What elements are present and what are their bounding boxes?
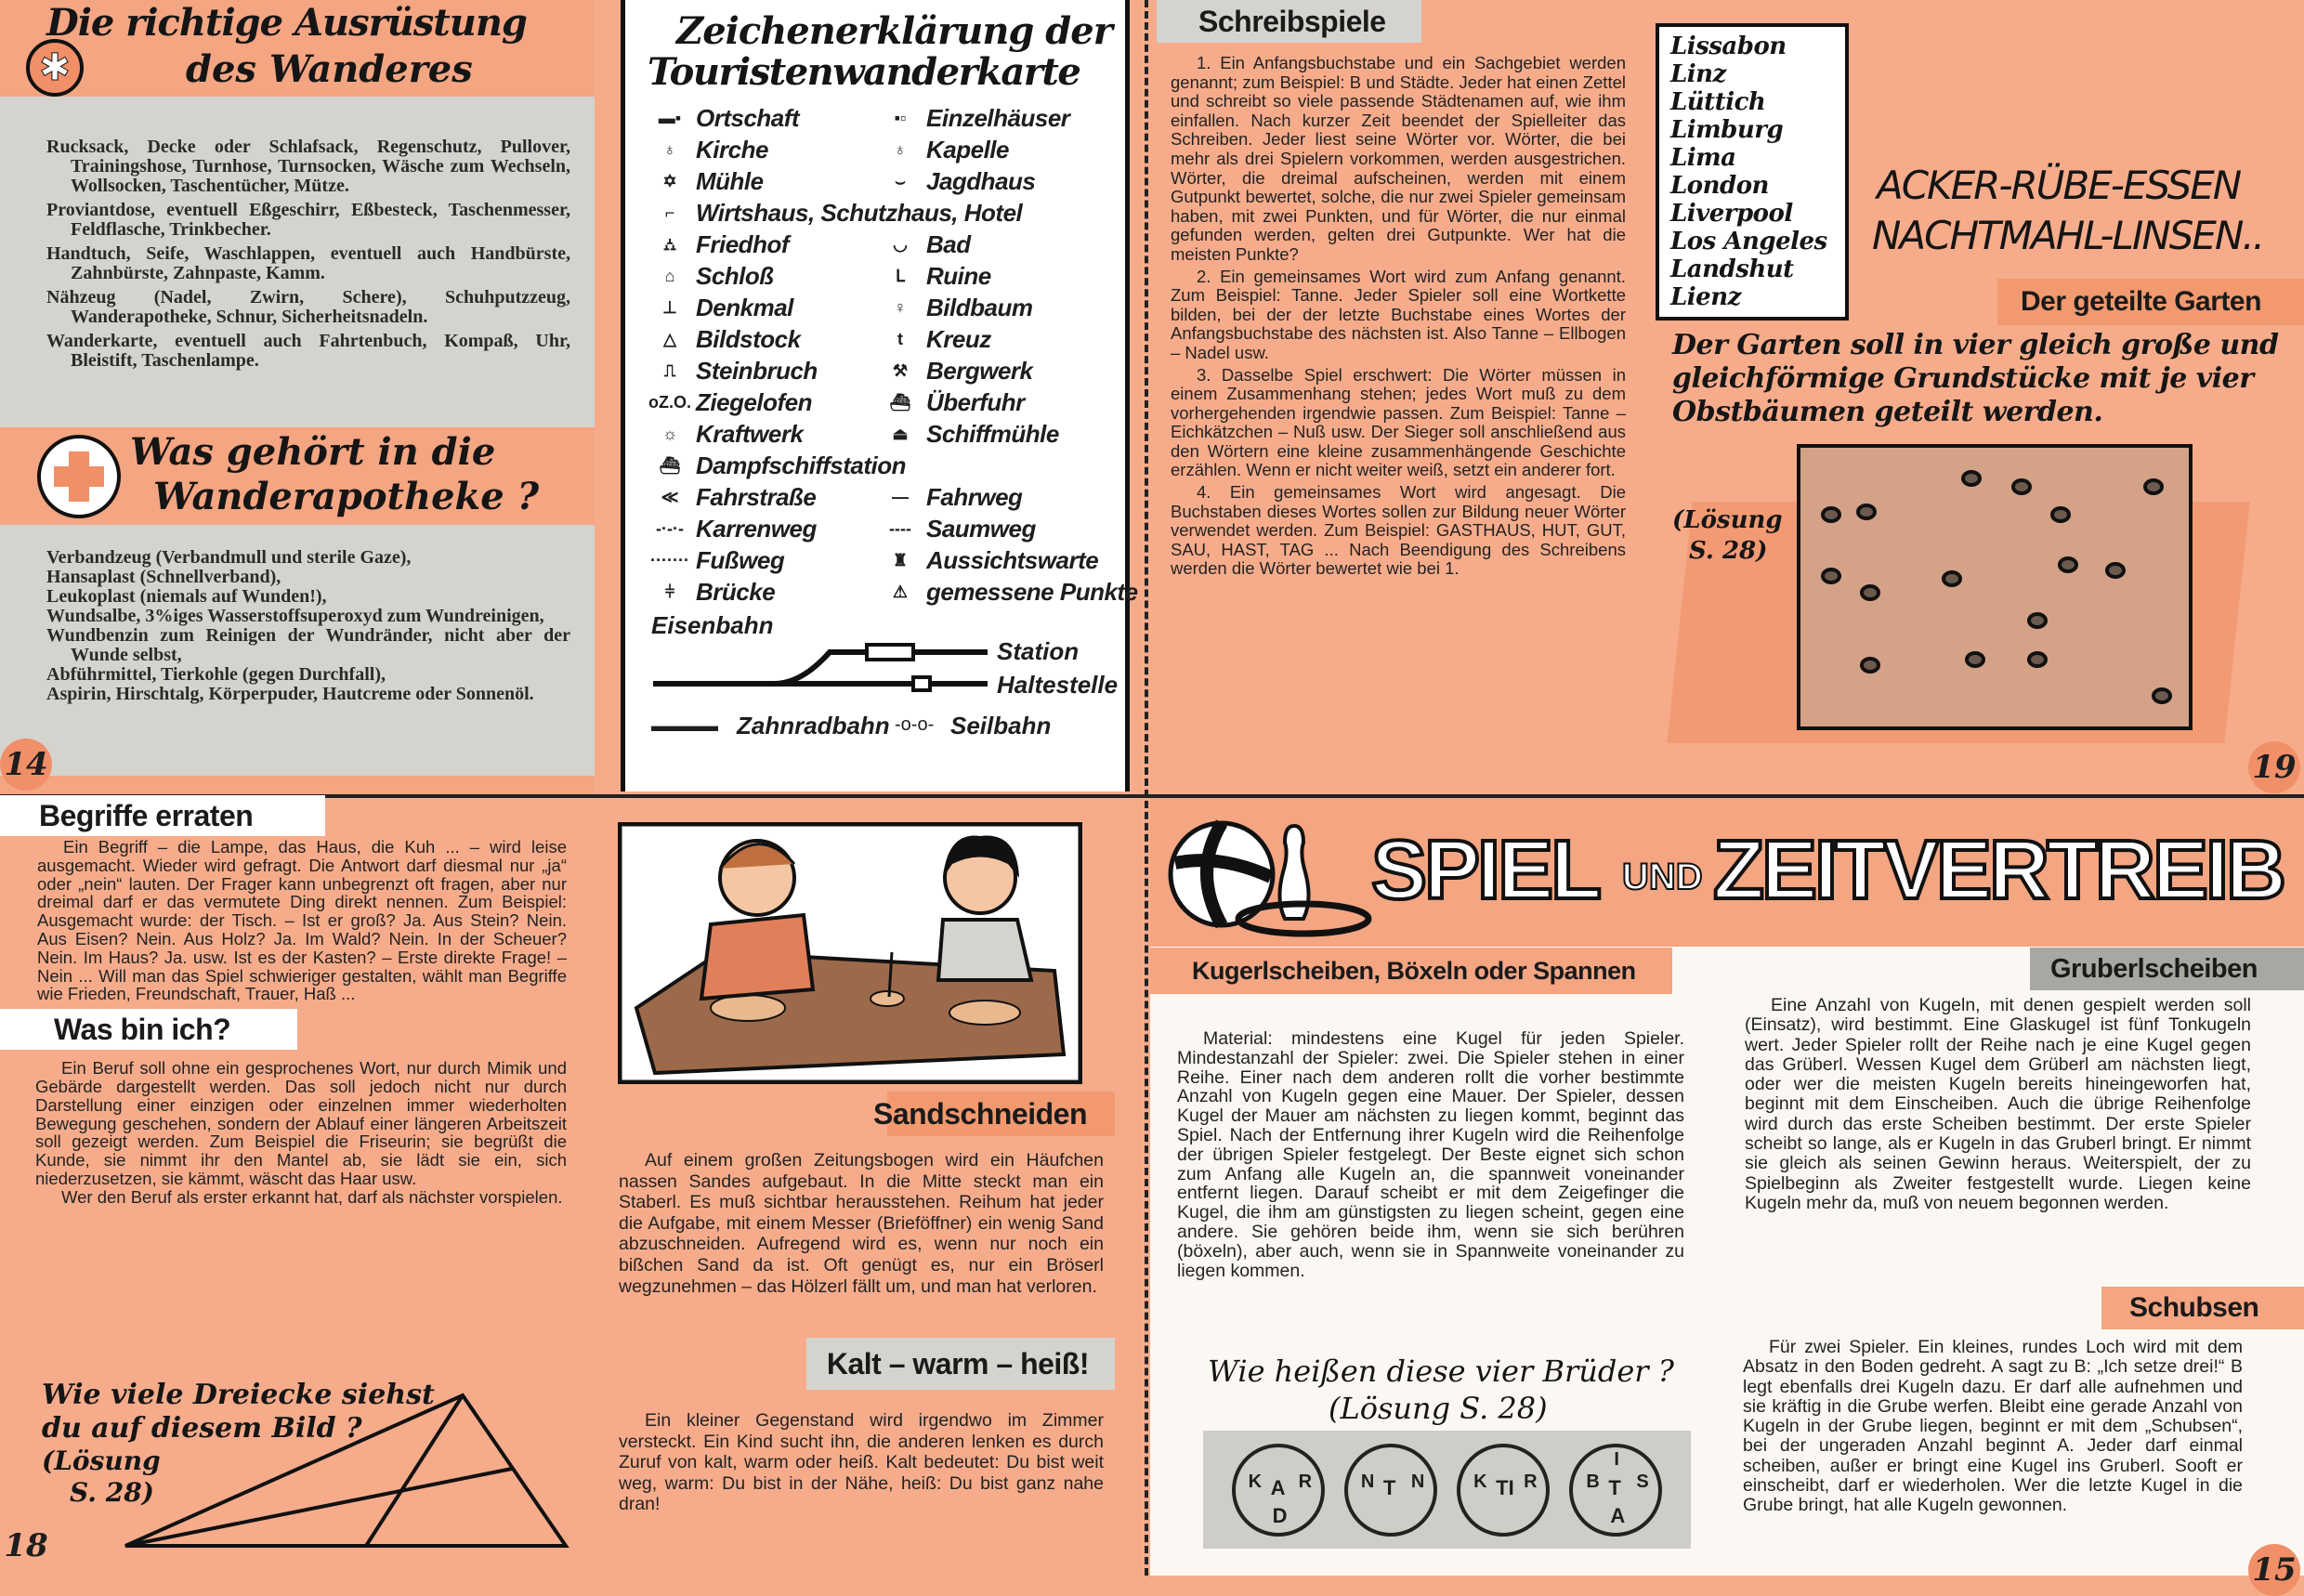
triangle-crossline	[125, 1469, 512, 1546]
legend-label: Fußweg	[696, 546, 785, 574]
city-item: Limburg	[1670, 116, 1784, 144]
legend-symbol-icon: ⊥	[662, 298, 677, 317]
legend-symbol-icon: ◡	[893, 235, 908, 254]
stop-icon	[913, 677, 930, 690]
legend-row	[644, 576, 1138, 608]
legend-symbol-icon: ᒪ	[895, 267, 906, 285]
word-chain-line2: NACHTMAHL-LINSEN..	[1872, 213, 2264, 258]
legend-symbol-icon: ⌂	[664, 267, 675, 285]
first-aid-item: Verbandzeug (Verbandmull und sterile Gaze),	[46, 547, 412, 568]
legend-label: Steinbruch	[696, 357, 818, 385]
equipment-item: Wanderkarte, eventuell auch Fahrtenbuch, Kompaß, Uhr, Bleistift, Taschenlampe.	[46, 331, 570, 371]
station-icon	[867, 645, 913, 660]
pit-title-text: Gruberlscheiben	[2050, 953, 2258, 984]
push-title	[2101, 1287, 2304, 1329]
legend-row	[644, 229, 1125, 260]
legend-symbol-icon: t	[897, 330, 903, 348]
triangle-question-line1: Wie viele Dreiecke siehst	[42, 1379, 435, 1411]
equipment-header	[0, 0, 595, 97]
legend-row	[644, 165, 1125, 197]
legend-label: Ruine	[926, 262, 991, 290]
legend-symbol-icon: ✡	[662, 172, 677, 190]
legend-label: Fahrstraße	[696, 483, 817, 511]
ball-pin-ring-icon	[1164, 817, 1378, 937]
legend-label: Dampfschiffstation	[696, 451, 906, 479]
guess-paragraph: Ein Begriff – die Lampe, das Haus, die Kuh ... – wird leise ausgemacht. Wieder wird gefragt. Die Antwort darf diesmal nur „ja“ oder „nein“ lauten. Der Frager kann unbegrenzt oft fragen, aber nur dreimal darf er das vermutete Ding direkt nennen. Zum Beispiel: Ausgemacht wurde: der Tisch. – Ist er groß? Ja. Aus Stein? Nein. Aus Eisen? Nein. Aus Holz? Ja. Im Wald? Nein. In der Scheuer? Nein. Im Haus? Ja. usw. Ist es der Kasten? – Erste direkte Frage! – Nein ... Will man das Spiel schwieriger gestalten, wählt man Begriffe wie Frieden, Freundschaft, Trauer, Haß ...	[37, 837, 567, 1004]
legend-row	[644, 260, 1125, 292]
legend-label: Denkmal	[696, 294, 793, 321]
hot-cold-title	[806, 1338, 1115, 1390]
legend-symbol-icon: ⫩	[664, 582, 675, 601]
banner-word-spiel: SPIEL	[1371, 824, 1600, 917]
legend-label: Karrenweg	[696, 515, 817, 543]
city-item: Linz	[1670, 60, 1726, 88]
legend-label: Bad	[926, 230, 971, 258]
tree-icon	[2152, 687, 2172, 704]
writing-game-paragraph: 4. Ein gemeinsames Wort wird angesagt. Die Buchstaben dieses Wortes sollen zur Bildung neuer Wörter verwendet werden. Zum Beispiel: GASTHAUS, HUT, GUT, SAU, HAST, TAG ... Nach Beendigung des Schreibens werden die Wörter bewertet wie bei 1.	[1171, 482, 1626, 579]
face-letter-nose: A	[1270, 1475, 1286, 1499]
cable-car-icon: -o-o-	[895, 714, 935, 735]
legend-label: Kreuz	[926, 325, 991, 353]
legend-label: Bildstock	[696, 325, 801, 353]
guess-text	[37, 836, 567, 1003]
legend-row	[644, 450, 1125, 481]
legend-label: Saumweg	[926, 515, 1036, 543]
legend-symbol-icon: oZ.O.	[648, 393, 691, 412]
tree-icon	[1942, 570, 1962, 587]
face-letter-right: S	[1636, 1471, 1649, 1492]
rebus-face	[1569, 1444, 1662, 1537]
legend-stop: Haltestelle	[997, 671, 1119, 699]
rack-railway-icon: ▬▬▬▬	[651, 716, 718, 735]
map-legend	[621, 0, 1138, 791]
rebus-face	[1457, 1444, 1550, 1537]
hot-cold-text	[619, 1410, 1104, 1515]
tree-icon	[1821, 506, 1841, 523]
tree-icon	[2143, 478, 2164, 495]
city-item: Los Angeles	[1670, 228, 1827, 255]
face-letter-mouth: A	[1610, 1503, 1626, 1527]
legend-symbol-icon: ⚒	[892, 361, 909, 380]
equipment-item: Nähzeug (Nadel, Zwirn, Schere), Schuhputzzeug, Wanderapotheke, Schnur, Sicherheitsnadeln.	[46, 287, 570, 327]
rebus-face	[1232, 1444, 1325, 1537]
legend-label: Einzelhäuser	[926, 104, 1070, 132]
page-number-14: 14	[0, 739, 52, 791]
legend-symbol-icon: ⌣	[895, 172, 906, 190]
legend-label: Bildbaum	[926, 294, 1033, 321]
marbles-text	[1177, 1029, 1684, 1280]
sand-text	[619, 1150, 1104, 1297]
legend-label: Schiffmühle	[926, 420, 1059, 448]
legend-station: Station	[997, 637, 1080, 665]
writing-games-text	[1171, 54, 1626, 579]
tree-icon	[1860, 584, 1880, 601]
legend-row	[644, 292, 1125, 323]
center-divider	[1145, 0, 1148, 1576]
face-letter-mouth: D	[1272, 1503, 1288, 1527]
push-title-text: Schubsen	[2129, 1292, 2259, 1323]
city-item: London	[1670, 172, 1769, 200]
face-letter-right: R	[1524, 1471, 1538, 1492]
legend-label: gemessene Punkte	[926, 578, 1138, 606]
legend-row	[644, 197, 1125, 229]
equipment-item: Rucksack, Decke oder Schlafsack, Regenschutz, Pullover, Trainingshose, Turnhose, Turnsocken, Wäsche zum Wechseln, Wollsocken, Taschentücher, Mütze.	[46, 137, 570, 196]
garden-title-text: Der geteilte Garten	[2021, 286, 2261, 317]
tree-icon	[1961, 470, 1982, 487]
legend-symbol-icon: ⛼	[662, 235, 677, 254]
city-item: Landshut	[1670, 255, 1794, 283]
face-letter-left: K	[1248, 1471, 1263, 1492]
first-aid-header	[0, 427, 595, 525]
who-am-i-text	[35, 1050, 567, 1206]
legend-symbol-icon: △	[663, 330, 676, 348]
legend-symbol-icon: ⌐	[664, 203, 675, 222]
marbles-title	[1150, 948, 1672, 994]
city-list	[1670, 33, 1845, 311]
sand-pile-icon	[711, 995, 785, 1021]
legend-title-line1: Zeichenerklärung der	[676, 9, 1112, 53]
triangle-question-line2: du auf diesem Bild ?	[42, 1412, 362, 1445]
legend-symbol-icon: ≪	[661, 488, 679, 506]
first-aid-list	[0, 525, 595, 776]
railway-line	[653, 652, 988, 684]
garden-solution-line1: (Lösung	[1672, 506, 1783, 534]
rebus-face	[1344, 1444, 1437, 1537]
equipment-title-line2: des Wanderes	[186, 47, 473, 91]
legend-label: Kirche	[696, 136, 768, 164]
who-am-i-title	[0, 1009, 297, 1050]
face-letter-top: I	[1614, 1448, 1619, 1470]
tree-icon	[2027, 612, 2048, 629]
equipment-item: Handtuch, Seife, Waschlappen, eventuell auch Handbürste, Zahnbürste, Zahnpaste, Kamm.	[46, 243, 570, 283]
legend-row	[644, 134, 1125, 165]
garden-title	[1997, 279, 2304, 325]
who-am-i-title-text: Was bin ich?	[54, 1012, 231, 1046]
first-aid-item: Wundsalbe, 3%iges Wasserstoffsuperoxyd zum Wundreinigen,	[46, 606, 544, 626]
red-cross-icon	[37, 435, 121, 518]
word-chain-line1: ACKER-RÜBE-ESSEN	[1877, 163, 2241, 208]
sand-paragraph: Auf einem großen Zeitungsbogen wird ein Häufchen nassen Sandes aufgebaut. In die Mitte steckt man ein Staberl. Es muß sichtbar herausstehen. Reihum hat jeder die Aufgabe, mit einem Messer (Brieföffner) ein wenig Sand abzuschneiden. Aufregend wird es, wenn nur noch ein bißchen Sand da ist. Oft genügt es, nur ein Bröserl wegzunehmen – das Hölzerl fällt um, und man hat verloren.	[619, 1150, 1104, 1297]
tree-icon	[2027, 651, 2048, 668]
legend-row	[644, 323, 1125, 355]
hot-cold-paragraph: Ein kleiner Gegenstand wird irgendwo im Zimmer versteckt. Ein Kind sucht ihn, die anderen lenken es durch Zuruf von kalt, warm oder heiß. Kalt bedeutet: Du bist weit weg, warm: Du bist in der Nähe, heiß: Du bist ganz nahe dran!	[619, 1410, 1104, 1515]
legend-symbol-icon: ⛴	[889, 393, 911, 412]
pit-paragraph: Eine Anzahl von Kugeln, mit denen gespielt werden soll (Einsatz), wird bestimmt. Eine Glaskugel ist fünf Tonkugeln wert. Jeder Spieler rollt der Reihe nach je eine Kugel gegen das Grüberl. Wessen Kugel dem Grüberl am nächsten liegt, oder wer die meisten Kugeln bereits hineingeworfen hat, beginnt mit dem Einscheiben. Auch die übrige Reihenfolge wird durch das erste Scheiben bestimmt. Der erste Spieler scheibt so lange, als er Kugeln in das Gruberl bringt. Er nimmt sie gleich als seinen Gewinn heraus. Weiterspielt, der zu Spielbeginn als Zweiter festgestellt wurde. Liegen keine Kugeln mehr da, muß von neuem begonnen werden.	[1745, 995, 2251, 1213]
garden-solution-line2: S. 28)	[1689, 537, 1768, 565]
pit-title	[2030, 948, 2304, 990]
push-text	[1743, 1338, 2243, 1516]
banner-word-und: UND	[1622, 857, 1703, 897]
city-item: Lüttich	[1670, 88, 1766, 116]
legend-row	[644, 513, 1125, 544]
triangle-puzzle	[0, 1375, 595, 1561]
page-number-18: 18	[4, 1527, 48, 1564]
legend-label: Brücke	[696, 578, 776, 606]
tree-icon	[2011, 478, 2032, 495]
legend-symbol-icon: ·······	[650, 551, 689, 569]
legend-symbol-icon: ----	[889, 519, 911, 538]
writing-game-paragraph: 2. Ein gemeinsames Wort wird zum Anfang genannt. Zum Beispiel: Tanne. Jeder Spieler soll eine Wortkette bilden, bei der der letzte Buchstabe eines Wortes der Anfangsbuchstabe des nächsten ist. Also Tanne – Ellbogen – Nadel usw.	[1171, 266, 1626, 362]
legend-label: Schloß	[696, 262, 774, 290]
legend-rack-railway: Zahnradbahn	[737, 712, 890, 739]
first-aid-item: Hansaplast (Schnellverband),	[46, 567, 281, 587]
legend-label: Mühle	[696, 167, 764, 195]
triangle-solution-line2: S. 28)	[70, 1477, 154, 1508]
sand-title	[873, 1092, 1115, 1136]
legend-label: Fahrweg	[926, 483, 1023, 511]
legend-symbol-icon: ♁	[663, 140, 676, 159]
sand-cutting-illustration	[618, 822, 1082, 1084]
equipment-title-line1: Die richtige Ausrüstung	[46, 1, 527, 45]
legend-symbol-icon: ☼	[661, 425, 678, 443]
tree-icon	[2058, 556, 2078, 573]
face-letter-left: K	[1473, 1471, 1487, 1492]
first-aid-item: Abführmittel, Tierkohle (gegen Durchfall),	[46, 664, 386, 685]
legend-row	[644, 355, 1125, 386]
writing-games-title	[1157, 0, 1421, 43]
legend-row	[644, 418, 1125, 450]
page-18-column	[0, 795, 576, 1207]
brothers-solution: (Lösung S. 28)	[1329, 1391, 1548, 1426]
hot-cold-title-text: Kalt – warm – heiß!	[826, 1346, 1089, 1380]
legend-label: Friedhof	[696, 230, 789, 258]
garden-task: Der Garten soll in vier gleich große und gleichförmige Grundstücke mit je vier Obstbäumen geteilt werden.	[1672, 329, 2279, 428]
legend-symbol-icon: ♀	[894, 298, 907, 317]
tree-icon	[1965, 651, 1985, 668]
legend-rows	[644, 102, 1138, 608]
legend-symbol-icon: ⛴	[659, 456, 681, 475]
page-number-19: 19	[2248, 741, 2300, 793]
first-aid-item: Leukoplast (niemals auf Wunden!),	[46, 586, 327, 607]
push-paragraph: Für zwei Spieler. Ein kleines, rundes Loch wird mit dem Absatz in den Boden gedreht. A sagt zu B: „Ich setze drei!“ B legt ebenfalls drei Kugeln dazu. Er darf alle aufnehmen und sie kräftig in die Grube werfen. Bleibt eine gerade Anzahl von Kugeln in der Grube liegen, beginnt er mit dem „Schubsen“, bei der ungeraden Anzahl beginnt A. Jeder darf einmal scheiben, außer er bringt eine Kugel ins Gruberl. Sooft er einscheibt, darf er wiederholen. Wer die letzte Kugel in die Grube bringt, hat alle Kugeln gewonnen.	[1743, 1337, 2243, 1516]
city-item: Lienz	[1670, 283, 1741, 311]
sand-title-text: Sandschneiden	[873, 1096, 1087, 1131]
banner-word-zeitvertreib: ZEITVERTREIB	[1713, 824, 2284, 917]
page-14	[0, 0, 595, 797]
legend-row	[644, 102, 1125, 134]
tree-icon	[1856, 504, 1877, 520]
legend-cable-car: Seilbahn	[950, 712, 1052, 739]
legend-symbol-icon: ▬▪	[658, 109, 682, 127]
city-list-card	[1656, 23, 1849, 321]
legend-label: Jagdhaus	[926, 167, 1036, 195]
legend-title-line2: Touristenwanderkarte	[648, 50, 1080, 94]
who-am-i-paragraph: Wer den Beruf als erster erkannt hat, darf als nächster vorspielen.	[61, 1186, 563, 1207]
brothers-faces-panel	[1203, 1431, 1691, 1549]
legend-label: Wirtshaus, Schutzhaus, Hotel	[696, 199, 1023, 227]
face-letter-nose: TI	[1496, 1475, 1514, 1499]
marbles-paragraph: Material: mindestens eine Kugel für jeden Spieler. Mindestanzahl der Spieler: zwei. Die Spieler stehen in einer Reihe. Einer nach dem anderen rollt die vorher bestimmte Anzahl von Kugeln gegen eine Mauer. Der Spieler, dessen Kugel der Mauer am nächsten zu liegen kommt, beginnt das Spiel. Nach der Entfernung ihrer Kugeln wird die Reihenfolge der übrigen Spieler festgelegt. Der Beste eignet sich schon zum Anfang alle Kugeln an, die spannweit voneinander entfernt liegen. Darauf scheibt er mit dem Zeigefinger die Kugel, die ihm am günstigsten zu liegen scheint, gegen eine andere. Sie gehören beide ihm, wenn sie sich berühren (böxeln), aber auch, wenn sie in Spannweite voneinander zu liegen kommen.	[1177, 1028, 1684, 1281]
first-aid-title-line2: Wanderapotheke ?	[153, 475, 540, 518]
triangle-solution-line1: (Lösung	[42, 1446, 161, 1476]
city-item: Lima	[1670, 144, 1736, 172]
equipment-item: Proviantdose, eventuell Eßgeschirr, Eßbesteck, Taschenmesser, Feldflasche, Trinkbecher.	[46, 200, 570, 240]
face-letter-right: N	[1410, 1471, 1425, 1492]
tree-icon	[2050, 506, 2071, 523]
first-aid-title-line1: Was gehört in die	[130, 430, 496, 474]
legend-label: Kraftwerk	[696, 420, 804, 448]
tree-icon	[1821, 568, 1841, 584]
city-item: Liverpool	[1670, 200, 1793, 228]
tree-icon	[1860, 657, 1880, 674]
guess-title-text: Begriffe erraten	[39, 798, 254, 832]
garden-plot	[1797, 444, 2193, 730]
face-letter-right: R	[1298, 1471, 1313, 1492]
face-letter-nose: T	[1382, 1475, 1396, 1499]
legend-symbol-icon: ⎍	[663, 361, 676, 380]
legend-label: Kapelle	[926, 136, 1009, 164]
page-number-15: 15	[2248, 1544, 2300, 1596]
writing-game-paragraph: 1. Ein Anfangsbuchstabe und ein Sachgebiet werden genannt; zum Beispiel: B und Städte. Jeder hat einen Zettel und schreibt so viele passende Städtenamen auf, wie ihm einfallen. Nach kurzer Zeit beendet der Spielleiter das Schreiben. Jeder liest seine Wörter vor. Wörter, die bei mehr als drei Spielern vorkommen, werden ausgestrichen. Wörter, die dreimal aufscheinen, werden mit einem Gutpunkt bewertet, solche, die nur zwei Spieler gemeinsam haben, mit zwei Punkten, und für Wörter, die nur einmal gefunden werden, gelten drei Gutpunkte. Wer hat die meisten Punkte?	[1171, 53, 1626, 264]
edelweiss-icon: ✱	[26, 39, 84, 97]
writing-games-title-text: Schreibspiele	[1198, 4, 1386, 38]
first-aid-item: Wundbenzin zum Reinigen der Wundränder, nicht aber der Wunde selbst,	[46, 625, 570, 665]
legend-symbol-icon: -·-·-	[656, 519, 684, 538]
equipment-list	[0, 97, 595, 427]
legend-label: Ziegelofen	[696, 388, 813, 416]
guess-title	[0, 795, 325, 836]
games-banner	[1150, 798, 2304, 947]
railway-section	[644, 611, 1125, 769]
first-aid-item: Aspirin, Hirschtalg, Körperpuder, Hautcreme oder Sonnenöl.	[46, 684, 534, 704]
legend-row	[644, 544, 1125, 576]
legend-symbol-icon: ⚠	[892, 582, 909, 601]
legend-symbol-icon: ⏏	[892, 425, 909, 443]
legend-label: Aussichtswarte	[926, 546, 1099, 574]
legend-label: Ortschaft	[696, 104, 800, 132]
face-letter-nose: T	[1608, 1475, 1621, 1499]
legend-symbol-icon: ♜	[892, 551, 909, 569]
city-item: Lissabon	[1670, 33, 1787, 60]
legend-symbol-icon: ♁	[894, 140, 907, 159]
legend-symbol-icon: —	[892, 488, 909, 506]
legend-symbol-icon: ▪▫	[894, 109, 907, 127]
marbles-title-text: Kugerlscheiben, Böxeln oder Spannen	[1192, 956, 1636, 985]
legend-row	[644, 386, 1125, 418]
legend-railway: Eisenbahn	[651, 611, 774, 639]
who-am-i-paragraph: Ein Beruf soll ohne ein gesprochenes Wort, nur durch Mimik und Gebärde dargestellt werden. Das soll jedoch nicht nur durch Darstellung einer einzigen oder einzelnen immer wiederholten Bewegung geschehen, sondern der Ablauf einer längeren Arbeitszeit soll gezeigt werden. Zum Beispiel die Friseurin; sie begrüßt die Kunde, sie nimmt ihr den Mantel ab, sie lädt sie ein, sich niederzusetzen, sie kämmt, wäscht das Haar usw.	[35, 1058, 567, 1188]
legend-row	[644, 481, 1125, 513]
tree-icon	[2105, 562, 2126, 579]
legend-label: Bergwerk	[926, 357, 1033, 385]
writing-game-paragraph: 3. Dasselbe Spiel erschwert: Die Wörter müssen in einem Zusammenhang stehen; jedes Wort muß zu dem vorhergehenden irgendwie passen. Zum Beispiel: Tanne – Eichkätzchen – Nuß usw. Der Sieger soll anschließend aus den Wörtern eine kleine zusammenhängende Geschichte erzählen. Wenn er nicht weiter weiß, setzt ein anderer fort.	[1171, 364, 1626, 480]
pit-text	[1745, 996, 2251, 1213]
legend-label: Überfuhr	[926, 388, 1025, 416]
brothers-question: Wie heißen diese vier Brüder ?	[1208, 1354, 1674, 1389]
face-letter-left: N	[1360, 1471, 1375, 1492]
face-letter-left: B	[1586, 1471, 1600, 1492]
